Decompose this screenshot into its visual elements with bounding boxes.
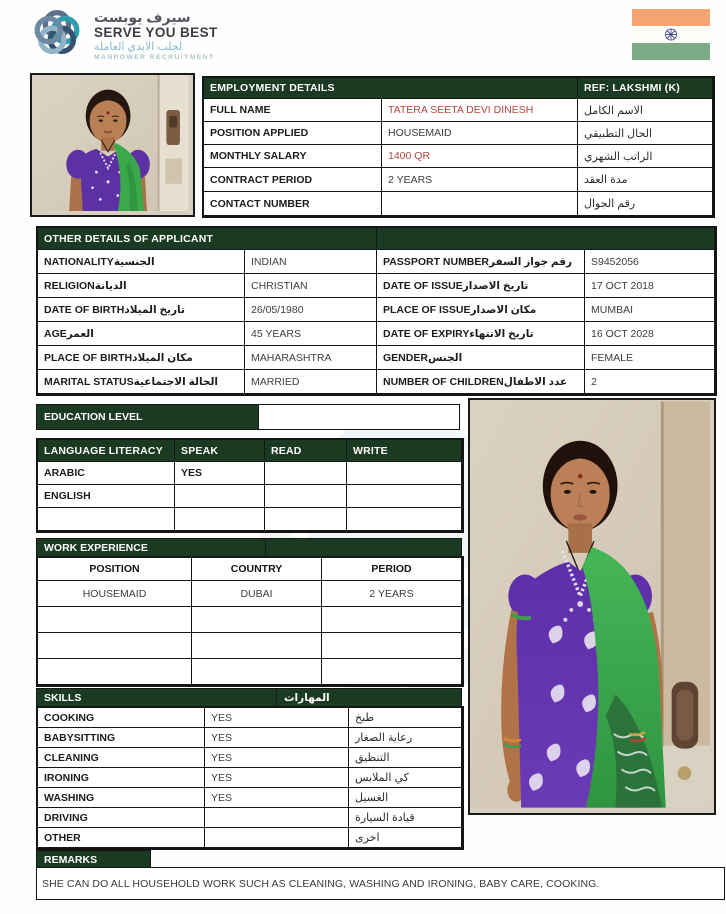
field-value-passport: S9452056 <box>585 250 715 274</box>
brand-subtitle-arabic: لجلب الايدي العاملة <box>94 41 183 54</box>
skill-washing-arabic: الغسيل <box>349 788 462 808</box>
other-details-header: OTHER DETAILS OF APPLICANT <box>38 228 377 250</box>
field-value-contract: 2 YEARS <box>382 168 578 192</box>
skill-cleaning-value: YES <box>205 748 349 768</box>
work-row-country: DUBAI <box>192 581 322 607</box>
field-value-marital-status: MARRIED <box>245 370 377 394</box>
employment-details-table <box>202 76 715 218</box>
brand-header <box>28 4 218 67</box>
field-label-date-of-expiry: DATE OF EXPIRY تاريخ الانتهاء <box>377 322 585 346</box>
write-col-header: WRITE <box>347 440 462 462</box>
skill-other: OTHER <box>38 828 205 848</box>
work-row-position: HOUSEMAID <box>38 581 192 607</box>
period-col-header: PERIOD <box>322 558 462 581</box>
skill-driving-value <box>205 808 349 828</box>
arabic-speak: YES <box>175 462 265 485</box>
ref-badge: REF: LAKSHMI (K) <box>578 78 713 99</box>
skill-cooking-value: YES <box>205 708 349 728</box>
india-flag-icon <box>632 9 710 60</box>
field-value-gender: FEMALE <box>585 346 715 370</box>
read-col-header: READ <box>265 440 347 462</box>
field-label-nationality: NATIONALITY الجنسية <box>38 250 245 274</box>
other-details-header-spacer <box>377 228 715 250</box>
skills-header-bar <box>36 688 462 708</box>
position-col-header: POSITION <box>38 558 192 581</box>
work-row-period: 2 YEARS <box>322 581 462 607</box>
language-literacy-table <box>36 438 464 533</box>
country-col-header: COUNTRY <box>192 558 322 581</box>
skill-cooking: COOKING <box>38 708 205 728</box>
remarks-header: REMARKS <box>44 853 98 866</box>
skills-table <box>36 706 464 850</box>
skill-driving-arabic: قيادة السيارة <box>349 808 462 828</box>
field-label-religion: RELIGION الديانة <box>38 274 245 298</box>
skill-babysitting: BABYSITTING <box>38 728 205 748</box>
brand-subtitle: MANPOWER RECRUITMENT <box>94 53 215 61</box>
field-label-marital-status: MARITAL STATUS الحالة الاجتماعية <box>38 370 245 394</box>
field-label-full-name: FULL NAME <box>204 99 382 122</box>
remarks-text-box <box>36 867 725 900</box>
education-level-value <box>259 404 460 430</box>
english-write <box>347 485 462 508</box>
skill-other-value <box>205 828 349 848</box>
education-level-header: EDUCATION LEVEL <box>36 404 259 430</box>
field-value-nationality: INDIAN <box>245 250 377 274</box>
arabic-read <box>265 462 347 485</box>
field-value-salary: 1400 QR <box>382 145 578 168</box>
skill-other-arabic: اخرى <box>349 828 462 848</box>
field-value-religion: CHRISTIAN <box>245 274 377 298</box>
arabic-write <box>347 462 462 485</box>
field-value-date-of-birth: 26/05/1980 <box>245 298 377 322</box>
language-row-arabic: ARABIC <box>38 462 175 485</box>
employment-header: EMPLOYMENT DETAILS <box>204 78 578 99</box>
work-experience-header-bar <box>36 538 462 558</box>
work-experience-header: WORK EXPERIENCE <box>37 539 266 557</box>
skill-ironing-value: YES <box>205 768 349 788</box>
field-value-position: HOUSEMAID <box>382 122 578 145</box>
remarks-text: SHE CAN DO ALL HOUSEHOLD WORK SUCH AS CLEANING, WASHING AND IRONING, BABY CARE, COOKING. <box>42 877 600 890</box>
language-row-english: ENGLISH <box>38 485 175 508</box>
field-label-gender: GENDER الجنس <box>377 346 585 370</box>
work-experience-table <box>36 556 464 687</box>
skill-ironing-arabic: كي الملابس <box>349 768 462 788</box>
education-level-strip <box>36 404 460 430</box>
skill-cleaning-arabic: التنظيق <box>349 748 462 768</box>
english-speak <box>175 485 265 508</box>
skill-ironing: IRONING <box>38 768 205 788</box>
field-value-place-of-birth: MAHARASHTRA <box>245 346 377 370</box>
skill-washing: WASHING <box>38 788 205 808</box>
field-label-place-of-issue: PLACE OF ISSUE مكان الاصدار <box>377 298 585 322</box>
field-label-position: POSITION APPLIED <box>204 122 382 145</box>
field-value-place-of-issue: MUMBAI <box>585 298 715 322</box>
field-label-contact: CONTACT NUMBER <box>204 192 382 216</box>
field-label-ar-contact: رقم الجوال <box>578 192 713 216</box>
field-label-ar-contract: مدة العقد <box>578 168 713 192</box>
field-label-contract: CONTRACT PERIOD <box>204 168 382 192</box>
applicant-photo-large <box>468 398 716 815</box>
field-label-date-of-issue: DATE OF ISSUE تاريخ الاصدار <box>377 274 585 298</box>
field-label-ar-position: الحال التطبيقي <box>578 122 713 145</box>
skills-header-arabic: المهارات <box>284 692 330 704</box>
field-label-place-of-birth: PLACE OF BIRTH مكان الميلاد <box>38 346 245 370</box>
language-row-empty <box>38 508 175 531</box>
speak-col-header: SPEAK <box>175 440 265 462</box>
skill-washing-value: YES <box>205 788 349 808</box>
field-value-date-of-expiry: 16 OCT 2028 <box>585 322 715 346</box>
field-value-date-of-issue: 17 OCT 2018 <box>585 274 715 298</box>
language-col-header: LANGUAGE LITERACY <box>38 440 175 462</box>
skill-babysitting-value: YES <box>205 728 349 748</box>
field-value-age: 45 YEARS <box>245 322 377 346</box>
field-value-contact <box>382 192 578 216</box>
company-logo-icon <box>28 4 86 67</box>
skill-cleaning: CLEANING <box>38 748 205 768</box>
skills-header: SKILLS <box>37 689 277 707</box>
skill-babysitting-arabic: رعاية الصغار <box>349 728 462 748</box>
brand-title-arabic: سيرف يوبست <box>94 8 191 25</box>
field-label-age: AGE العمر <box>38 322 245 346</box>
field-label-children: NUMBER OF CHILDREN عدد الاطفال <box>377 370 585 394</box>
field-label-date-of-birth: DATE OF BIRTH تاريخ الميلاد <box>38 298 245 322</box>
field-value-children: 2 <box>585 370 715 394</box>
other-details-table <box>36 226 717 396</box>
field-value-full-name: TATERA SEETA DEVI DINESH <box>382 99 578 122</box>
skill-cooking-arabic: طبخ <box>349 708 462 728</box>
field-label-passport: PASSPORT NUMBER رقم جواز السفر <box>377 250 585 274</box>
field-label-ar-full-name: الاسم الكامل <box>578 99 713 122</box>
field-label-salary: MONTHLY SALARY <box>204 145 382 168</box>
english-read <box>265 485 347 508</box>
field-label-ar-salary: الراتب الشهري <box>578 145 713 168</box>
brand-title: SERVE YOU BEST <box>94 25 218 41</box>
skill-driving: DRIVING <box>38 808 205 828</box>
applicant-photo-small <box>30 73 195 217</box>
